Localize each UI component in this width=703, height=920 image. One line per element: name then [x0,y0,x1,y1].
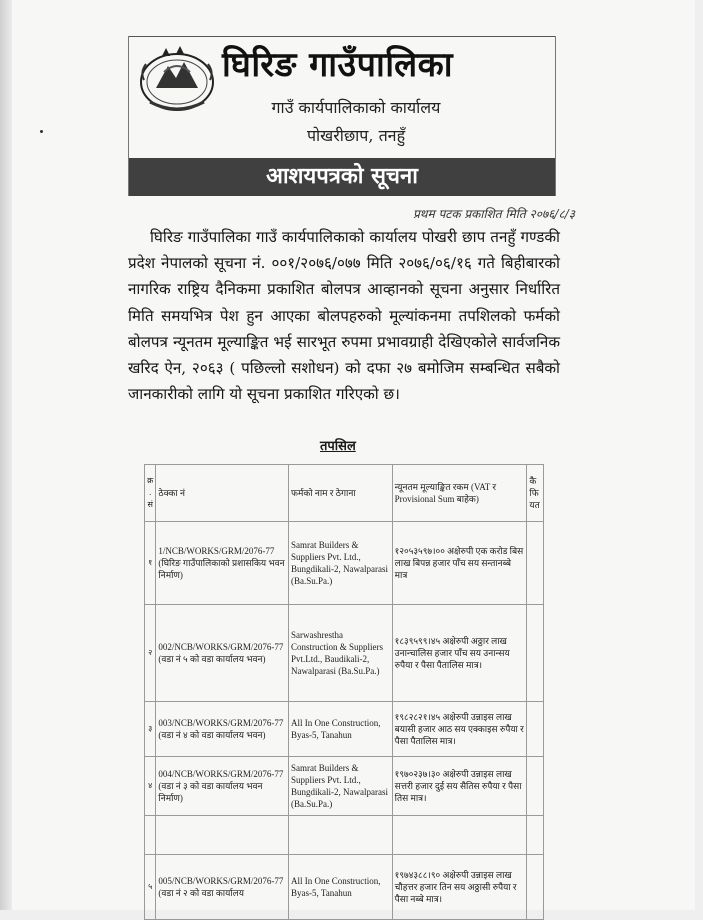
scan-speck [40,130,43,133]
scan-edge-shadow [0,0,12,910]
cell-contract [156,816,289,855]
publication-date: प्रथम पटक प्रकाशित मिति २०७६/८/३ [412,207,575,221]
office-location: पोखरीछाप, तनहुँ [306,126,406,145]
cell-firm: Samrat Builders & Suppliers Pvt. Ltd., Bungdikali-2, Nawalparasi (Ba.Su.Pa.) [289,522,393,605]
cell-contract: 004/NCB/WORKS/GRM/2076-77 (वडा नं ३ को वडा कार्यालय भवन निर्माण) [156,757,289,816]
bid-results-table [144,464,544,920]
table-row [145,522,544,605]
cell-remarks [527,702,544,757]
cell-remarks [527,605,544,702]
cell-amount: १२०५३५९७।०० अक्षेरुपी एक करोड बिस लाख बिपन्न हजार पाँच सय सन्तानब्बे मात्र [392,522,527,605]
cell-serial: ४ [145,757,156,816]
cell-remarks [527,757,544,816]
cell-serial: १ [145,522,156,605]
cell-amount: १९७४३८८।९० अक्षेरुपी उन्नाइस लाख चौहत्तर हजार तिन सय अठ्ठासी रुपैया र पैसा नब्बे मात्र। [392,855,527,920]
cell-serial: ३ [145,702,156,757]
cell-contract: 003/NCB/WORKS/GRM/2076-77 (वडा नं ४ को वडा कार्यालय भवन) [156,702,289,757]
header-firm: फर्मको नाम र ठेगाना [289,465,393,522]
cell-contract: 005/NCB/WORKS/GRM/2076-77 (वडा नं २ को वडा कार्यालय [156,855,289,920]
cell-remarks [527,522,544,605]
cell-amount: १८३९५९९।४५ अक्षेरुपी अठ्ठार लाख उनान्चालिस हजार पाँच सय उनान्सय रुपैया र पैसा पैतालिस मात्र। [392,605,527,702]
notice-body-text: घिरिङ गाउँपालिका गाउँ कार्यपालिकाको कार्यालय पोखरी छाप तनहुँ गण्डकी प्रदेश नेपालको सूचना नं. ००१/२०७६/०७७ मिति २०७६/०६/१६ गते बिहीबारको नागरिक राष्ट्रिय दैनिकमा प्रकाशित बोलपत्र आव्हानको सूचना अनुसार निर्धारित मिति समयभित्र पेश हुन आएका बोलपहरुको मूल्यांकनमा तपशिलको फर्मको बोलपत्र न्यूनतम मूल्याङ्कित भई सारभूत रुपमा प्रभावग्राही देखिएकोले सार्वजनिक खरिद ऐन, २०६३ ( पछिल्लो सशोधन) को दफा २७ बमोजिम सम्बन्धित सबैको जानकारीको लागि यो सूचना प्रकाशित गरिएको छ। [128,228,560,404]
cell-firm: Sarwashrestha Construction & Suppliers Pvt.Ltd., Baudikali-2, Nawalparasi (Ba.Su.Pa.) [289,605,393,702]
notice-banner: आशयपत्रको सूचना [129,158,555,196]
municipality-title: घिरिङ गाउँपालिका [222,45,454,85]
header-serial: क्र. सं [145,465,156,522]
header-remarks: कैफि यत [527,465,544,522]
cell-firm: All In One Construction, Byas-5, Tanahun [289,855,393,920]
table-row [145,605,544,702]
cell-serial: ५ [145,855,156,920]
cell-serial: २ [145,605,156,702]
cell-remarks [527,816,544,855]
cell-contract: 002/NCB/WORKS/GRM/2076-77 (वडा नं ५ को वडा कार्यालय भवन) [156,605,289,702]
cell-firm: Samrat Builders & Suppliers Pvt. Ltd., Bungdikali-2, Nawalparasi (Ba.Su.Pa.) [289,757,393,816]
table-row [145,702,544,757]
table-row [145,816,544,855]
cell-firm [289,816,393,855]
header-amount: न्यूनतम मूल्याङ्कित रकम (VAT र Provisional Sum बाहेक) [392,465,527,522]
notice-body [128,224,560,407]
header-contract: ठेक्का नं [156,465,289,522]
table-row [145,757,544,816]
cell-amount: १९७०२३७।३० अक्षेरुपी उन्नाइस लाख सत्तरी हजार दुई सय सैतिस रुपैया र पैसा तिस मात्र। [392,757,527,816]
cell-amount [392,816,527,855]
cell-amount: १९८२८२१।४५ अक्षेरुपी उन्नाइस लाख बयासी हजार आठ सय एक्काइस रुपैया र पैसा पैतालिस मात्र। [392,702,527,757]
cell-serial [145,816,156,855]
office-name: गाउँ कार्यपालिकाको कार्यालय [271,98,441,117]
cell-contract: 1/NCB/WORKS/GRM/2076-77 (घिरिङ गाउँपालिकाको प्रशासकिय भवन निर्माण) [156,522,289,605]
details-heading: तपसिल [320,439,356,454]
header-frame-top [128,36,556,37]
table-header-row [145,465,544,522]
header-frame-right [555,36,556,196]
cell-firm: All In One Construction, Byas-5, Tanahun [289,702,393,757]
